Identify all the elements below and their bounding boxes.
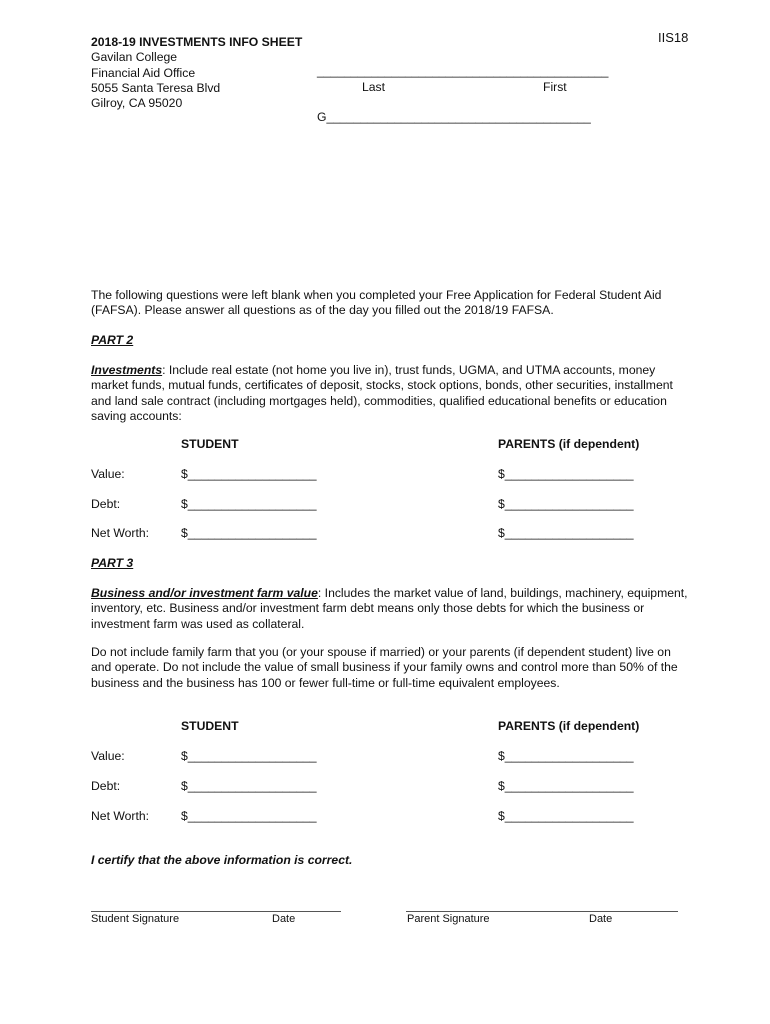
part3-note: Do not include family farm that you (or your spouse if married) or your parents (if dependent student) live on and operate. Do not include the value of small business if your family owns and control more than 50% of the business and the business has 100 or fewer full-time or full-time equivalent employees. [91, 645, 678, 690]
part3-parents-networth-field[interactable]: $___________________ [498, 809, 634, 823]
part3-debt-label: Debt: [91, 779, 121, 793]
part2-value-label: Value: [91, 467, 125, 481]
part2-networth-label: Net Worth: [91, 526, 150, 540]
part2-parents-header: PARENTS (if dependent) [498, 437, 640, 451]
parent-signature-line[interactable] [406, 911, 678, 912]
sheet-title: 2018-19 INVESTMENTS INFO SHEET [91, 35, 303, 49]
student-date-label: Date [272, 913, 296, 925]
office-line-3: 5055 Santa Teresa Blvd [91, 80, 221, 95]
part2-student-debt-field[interactable]: $___________________ [181, 497, 317, 511]
parent-date-label: Date [589, 913, 613, 925]
office-line-2: Financial Aid Office [91, 65, 196, 80]
part3-parents-value-field[interactable]: $___________________ [498, 749, 634, 763]
part3-student-value-field[interactable]: $___________________ [181, 749, 317, 763]
part3-parents-header: PARENTS (if dependent) [498, 719, 640, 733]
part3-term: Business and/or investment farm value [91, 586, 318, 600]
part3-description-text: : Includes the market value of land, buildings, machinery, equipment, inventory, etc. Business and/or investment farm debt means only those debts for which the business or investment farm was used as collateral. [91, 586, 688, 631]
part2-student-value-field[interactable]: $___________________ [181, 467, 317, 481]
part3-description [91, 586, 691, 632]
part2-parents-value-field[interactable]: $___________________ [498, 467, 634, 481]
part2-heading: PART 2 [91, 333, 134, 347]
certify-statement: I certify that the above information is correct. [91, 853, 353, 867]
part3-student-header: STUDENT [181, 719, 239, 733]
intro-paragraph: The following questions were left blank when you completed your Free Application for Federal Student Aid (FAFSA). Please answer all questions as of the day you filled out the 2018/19 FAFSA. [91, 288, 662, 318]
first-name-label: First [543, 80, 567, 94]
part2-student-header: STUDENT [181, 437, 239, 451]
part2-parents-networth-field[interactable]: $___________________ [498, 526, 634, 540]
office-line-1: Gavilan College [91, 50, 178, 65]
student-signature-label: Student Signature [91, 913, 180, 925]
part3-value-label: Value: [91, 749, 125, 763]
header-block [91, 35, 302, 111]
last-name-label: Last [362, 80, 386, 94]
part2-student-networth-field[interactable]: $___________________ [181, 526, 317, 540]
part2-term: Investments [91, 363, 163, 377]
part3-heading: PART 3 [91, 556, 134, 570]
part3-networth-label: Net Worth: [91, 809, 150, 823]
parent-signature-label: Parent Signature [407, 913, 490, 925]
part3-student-debt-field[interactable]: $___________________ [181, 779, 317, 793]
part2-description [91, 363, 691, 424]
part2-parents-debt-field[interactable]: $___________________ [498, 497, 634, 511]
g-number-line[interactable]: G_______________________________________ [317, 110, 591, 124]
part3-parents-debt-field[interactable]: $___________________ [498, 779, 634, 793]
part2-description-text: : Include real estate (not home you live in), trust funds, UGMA, and UTMA accounts, money market funds, mutual funds, certificates of deposit, stocks, stock options, bonds, other securities, installment and land sale contract (including mortgages held), commodities, qualified educational benefits or education saving accounts: [91, 363, 673, 423]
part2-debt-label: Debt: [91, 497, 121, 511]
part3-student-networth-field[interactable]: $___________________ [181, 809, 317, 823]
form-id: IIS18 [658, 30, 689, 45]
student-signature-line[interactable] [91, 911, 341, 912]
office-line-4: Gilroy, CA 95020 [91, 96, 183, 111]
name-line[interactable]: ___________________________________________ [317, 64, 609, 78]
